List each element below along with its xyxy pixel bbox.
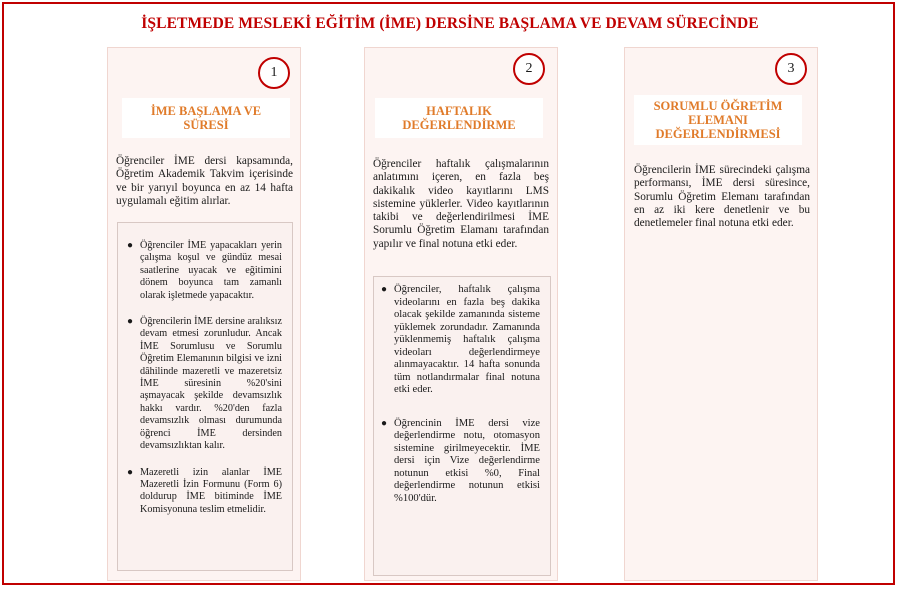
bullet-box	[373, 276, 551, 576]
bullet-icon: ●	[127, 316, 134, 328]
bullet-text: Öğrencinin İME dersi vize değerlendirme notu, otomasyon sistemine girilmeyecektir. İME dersi için Vize değerlendirme notunun etkisi %0, Final değerlendirme notunun etkisi %100'dür.	[394, 417, 540, 504]
column-heading: HAFTALIK DEĞERLENDİRME	[375, 98, 543, 138]
bullet-text: Öğrenciler İME yapacakları yerin çalışma koşul ve gündüz mesai saatlerine uyacak ve eğitimini dönem boyunca tam zamanlı olarak işletmede yapacaktır.	[140, 240, 282, 301]
column-heading: SORUMLU ÖĞRETİM ELEMANI DEĞERLENDİRMESİ	[634, 95, 802, 145]
bullet-text: Öğrencilerin İME dersine aralıksız devam etmesi zorunludur. Ancak İME Sorumlusu ve Sorumlu Öğretim Elemanının bilgisi ve izni dâhilinde mazeretli ve mazeretsiz İME süresinin %20'sini aşmayacak şekilde devamsızlık hakkı vardır. %20'den fazla devamsızlık olması durumunda öğrenci İME dersinden devamsızlıktan kalır.	[140, 316, 282, 452]
bullet-item	[378, 284, 540, 397]
bullet-icon: ●	[127, 240, 134, 251]
column-3	[624, 47, 818, 581]
bullet-icon: ●	[381, 284, 388, 295]
column-paragraph: Öğrenciler İME dersi kapsamında, Öğretim Akademik Takvim içerisinde ve bir yarıyıl boyunca en az 14 hafta uygulamalı eğitim alırlar.	[116, 155, 293, 207]
column-2	[364, 47, 558, 581]
column-paragraph: Öğrenciler haftalık çalışmalarının anlatımını içeren, en fazla beş dakikalık video kayıtlarını LMS sistemine yüklerler. Video kayıtlarının takibi ve değerlendirilmesi İME Sorumlu Öğretim Elamanı tarafından yapılır ve final notuna etki eder.	[373, 158, 549, 250]
bullet-text: Mazeretli izin alanlar İME Mazeretli İzin Formunu (Form 6) doldurup İME bitiminde İME Komisyonuna teslim etmelidir.	[140, 466, 282, 515]
column-1	[107, 47, 301, 581]
bullet-item	[124, 240, 282, 302]
bullet-item	[378, 418, 540, 506]
step-number-badge: 1	[258, 57, 290, 89]
bullet-text: Öğrenciler, haftalık çalışma videolarını en fazla beş dakika olacak şekilde zamanında sisteme yüklemek zorundadır. Zamanında yüklenmemiş haftalık çalışma videoları değerlendirmeye alınmayacaktır. 14 hafta sonunda tüm notlandırmalar final notuna etki eder.	[394, 284, 540, 395]
bullet-box	[117, 222, 293, 571]
bullet-icon: ●	[127, 466, 134, 478]
column-heading: İME BAŞLAMA VE SÜRESİ	[122, 98, 290, 138]
column-paragraph: Öğrencilerin İME sürecindeki çalışma performansı, İME dersi süresince, Sorumlu Öğretim Elemanı tarafından en az iki kere denetlenir ve bu denetlemeler final notuna etki eder.	[634, 164, 810, 230]
step-number-badge: 3	[775, 53, 807, 85]
step-number-badge: 2	[513, 53, 545, 85]
bullet-item	[124, 316, 282, 452]
bullet-item	[124, 467, 282, 517]
page-title: İŞLETMEDE MESLEKİ EĞİTİM (İME) DERSİNE BAŞLAMA VE DEVAM SÜRECİNDE	[141, 15, 759, 32]
bullet-icon: ●	[381, 417, 388, 429]
